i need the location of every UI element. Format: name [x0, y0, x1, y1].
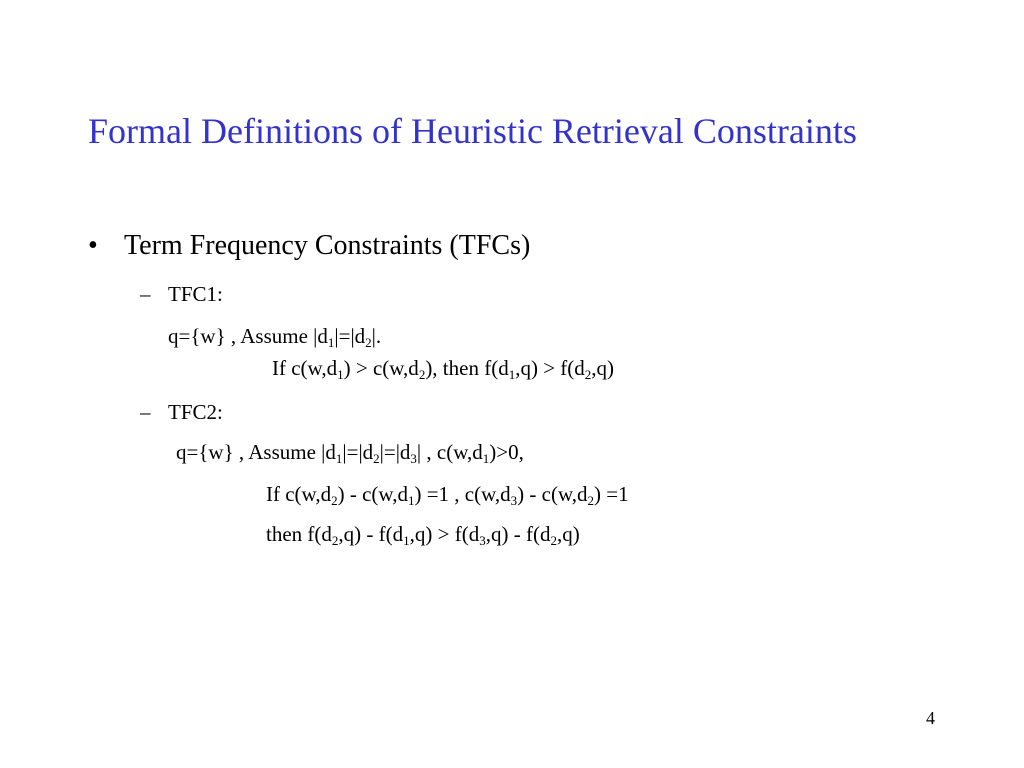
tfc1-line2: If $c(w,d_1) > c(w,d_2)$, then $f(d_1,q) > f(d_2,q)$: [272, 356, 615, 382]
tfc2-label: TFC2:: [168, 400, 223, 424]
tfc1-line1: q={w} , Assume $|d_1|=|d_2|$.: [168, 324, 382, 350]
slide-title: Formal Definitions of Heuristic Retrieval Constraints: [88, 111, 857, 151]
tfc2-line1: q={w} , Assume $|d_1|=|d_2|=|d_3|$ , $c(w,d_1)>0$,: [176, 440, 524, 466]
tfc2-line2: If $c(w,d_2) - c(w,d_1) =1$ , $c(w,d_3) - c(w,d_2) =1$: [266, 482, 629, 508]
page-number: 4: [926, 708, 935, 728]
tfc1-label: TFC1:: [168, 282, 223, 306]
dash-marker: –: [140, 400, 151, 424]
bullet-marker: •: [88, 230, 98, 261]
bullet-term-frequency: [88, 230, 530, 262]
dash-marker: –: [140, 282, 151, 306]
bullet-text: Term Frequency Constraints (TFCs): [124, 230, 531, 261]
tfc2-line3: then $f(d_2,q) - f(d_1,q) > f(d_3,q) - f(d_2,q)$: [266, 522, 580, 548]
tfc1-heading: [140, 282, 223, 307]
tfc2-heading: [140, 400, 223, 425]
